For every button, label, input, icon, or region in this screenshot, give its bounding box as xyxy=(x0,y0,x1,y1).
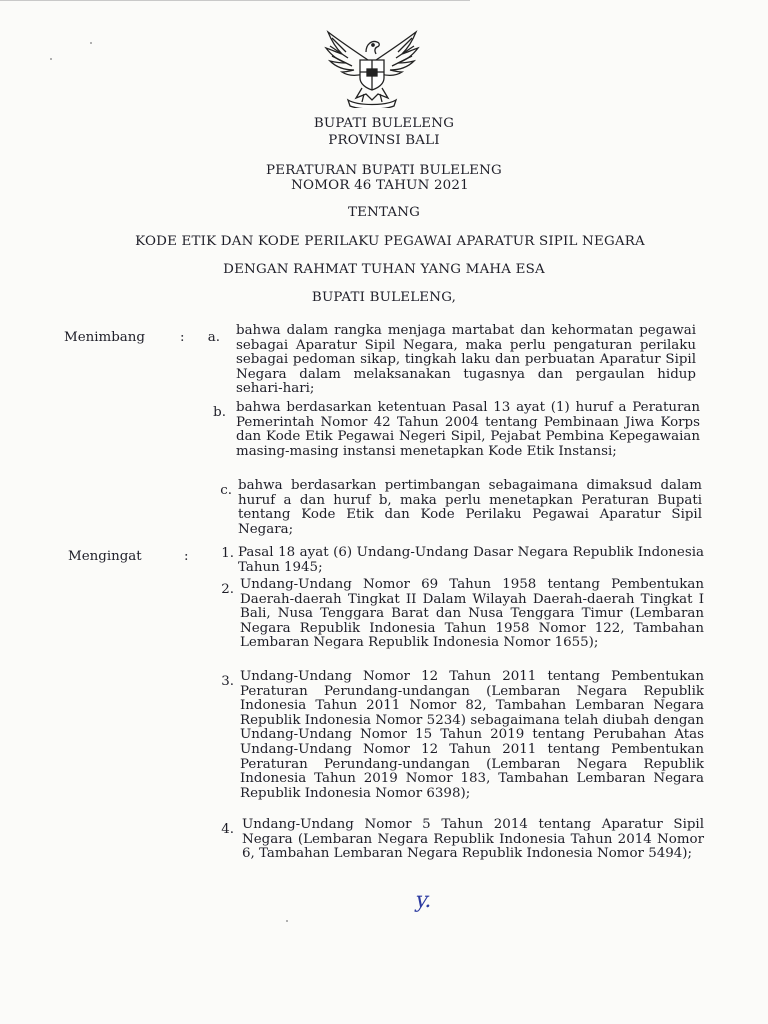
mengingat-label: Mengingat xyxy=(68,549,142,564)
scan-edge-line xyxy=(0,0,470,1)
menimbang-marker-c: c. xyxy=(220,483,232,498)
scan-speck xyxy=(50,58,52,60)
paraf-initials: y. xyxy=(413,888,436,913)
mengingat-item-1: Pasal 18 ayat (6) Undang-Undang Dasar Negara Republik Indonesia Tahun 1945; xyxy=(238,545,704,575)
blessing-line: DENGAN RAHMAT TUHAN YANG MAHA ESA xyxy=(223,262,545,277)
menimbang-item-c: bahwa berdasarkan pertimbangan sebagaimana dimaksud dalam huruf a dan huruf b, maka perlu menetapkan Peraturan Bupati tentang Kode Etik dan Kode Perilaku Pegawai Aparatur Sipil Negara; xyxy=(238,478,702,537)
mengingat-item-2: Undang-Undang Nomor 69 Tahun 1958 tentang Pembentukan Daerah-daerah Tingkat II Dalam Wilayah Daerah-daerah Tingkat I Bali, Nusa Tenggara Barat dan Nusa Tenggara Timur (Lembaran Negara Republik Indonesia Tahun 1958 Nomor 122, Tambahan Lembaran Negara Republik Indonesia Nomor 1655); xyxy=(240,577,704,651)
regulation-title: PERATURAN BUPATI BULELENG xyxy=(266,163,502,178)
scan-speck xyxy=(286,920,288,922)
mengingat-colon: : xyxy=(184,549,189,564)
menimbang-colon: : xyxy=(180,330,185,345)
menimbang-marker-b: b. xyxy=(213,405,226,420)
mengingat-item-3: Undang-Undang Nomor 12 Tahun 2011 tentang Pembentukan Peraturan Perundang-undangan (Lembaran Negara Republik Indonesia Tahun 2011 Nomor 82, Tambahan Lembaran Negara Republik Indonesia Nomor 5234) sebagaimana telah diubah dengan Undang-Undang Nomor 15 Tahun 2019 tentang Perubahan Atas Undang-Undang Nomor 12 Tahun 2011 tentang Pembentukan Peraturan Perundang-undangan (Lembaran Negara Republik Indonesia Tahun 2019 Nomor 183, Tambahan Lembaran Negara Republik Indonesia Nomor 6398); xyxy=(240,669,704,801)
mengingat-marker-2: 2. xyxy=(221,582,234,597)
garuda-emblem-icon xyxy=(322,26,422,108)
regulation-subject: KODE ETIK DAN KODE PERILAKU PEGAWAI APARATUR SIPIL NEGARA xyxy=(135,234,645,249)
menimbang-label: Menimbang xyxy=(64,330,145,345)
mengingat-item-4: Undang-Undang Nomor 5 Tahun 2014 tentang Aparatur Sipil Negara (Lembaran Negara Republik Indonesia Tahun 2014 Nomor 6, Tambahan Lembaran Negara Republik Indonesia Nomor 5494); xyxy=(242,817,704,862)
mengingat-marker-3: 3. xyxy=(221,674,234,689)
menimbang-item-b: bahwa berdasarkan ketentuan Pasal 13 ayat (1) huruf a Peraturan Pemerintah Nomor 42 Tahun 2004 tentang Pembinaan Jiwa Korps dan Kode Etik Pegawai Negeri Sipil, Pejabat Pembina Kepegawaian masing-masing instansi menetapkan Kode Etik Instansi; xyxy=(236,400,700,459)
scan-speck xyxy=(90,42,92,44)
mengingat-marker-4: 4. xyxy=(221,822,234,837)
menimbang-marker-a: a. xyxy=(207,330,220,345)
regent-line: BUPATI BULELENG, xyxy=(311,290,457,305)
document-office: BUPATI BULELENG xyxy=(313,116,455,131)
mengingat-marker-1: 1. xyxy=(221,546,234,561)
regulation-number: NOMOR 46 TAHUN 2021 xyxy=(291,178,469,193)
document-province: PROVINSI BALI xyxy=(328,133,440,148)
about-heading: TENTANG xyxy=(347,205,421,220)
menimbang-item-a: bahwa dalam rangka menjaga martabat dan kehormatan pegawai sebagai Aparatur Sipil Negara, maka perlu pengaturan perilaku sebagai pedoman sikap, tingkah laku dan perbuatan Aparatur Sipil Negara dalam melaksanakan tugasnya dan pergaulan hidup sehari-hari; xyxy=(236,323,696,397)
